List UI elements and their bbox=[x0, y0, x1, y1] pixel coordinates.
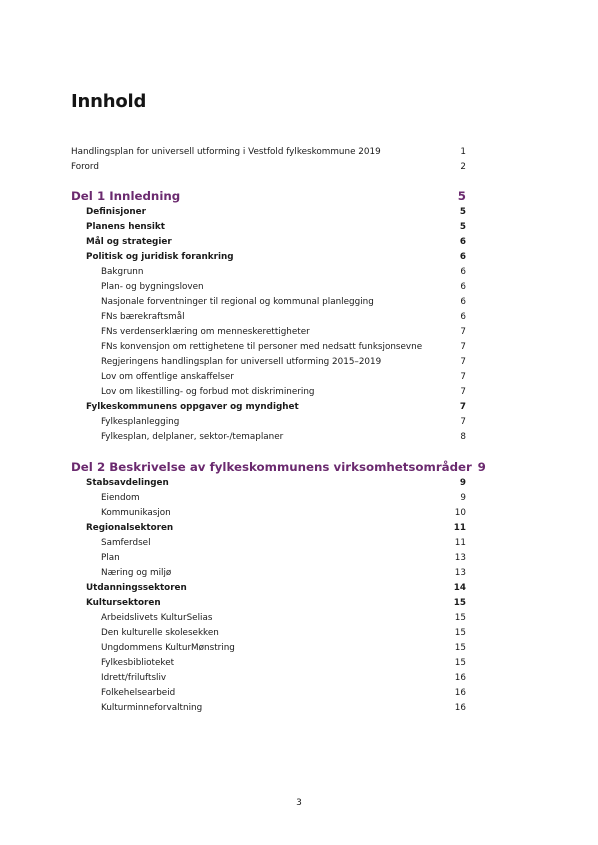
toc-entry-label: Idrett/friluftsliv bbox=[101, 673, 167, 683]
toc-entry[interactable] bbox=[101, 537, 466, 549]
toc-entry[interactable] bbox=[101, 341, 466, 353]
toc-entry-page: 7 bbox=[460, 327, 466, 337]
toc-entry[interactable] bbox=[101, 386, 466, 398]
toc-entry[interactable] bbox=[86, 477, 466, 489]
toc-entry-page: 15 bbox=[453, 598, 466, 608]
toc-entry-page: 15 bbox=[454, 643, 466, 653]
toc-entry[interactable] bbox=[101, 627, 466, 639]
toc-entry-label: FNs konvensjon om rettighetene til personer med nedsatt funksjonsevne bbox=[101, 342, 423, 352]
toc-entry-label: Mål og strategier bbox=[86, 237, 172, 247]
toc-entry-label: Fylkeskommunens oppgaver og myndighet bbox=[86, 402, 299, 412]
toc-entry[interactable] bbox=[101, 642, 466, 654]
toc-entry-page: 7 bbox=[460, 372, 466, 382]
toc-entry-label: Kommunikasjon bbox=[101, 508, 171, 518]
toc-entry-label: Plan bbox=[101, 553, 120, 563]
toc-entry-page: 8 bbox=[460, 432, 466, 442]
page-number: 3 bbox=[296, 798, 302, 808]
toc-entry-page: 9 bbox=[459, 478, 466, 488]
toc-entry-label: Regjeringens handlingsplan for universell utforming 2015–2019 bbox=[101, 357, 382, 367]
toc-entry[interactable] bbox=[101, 326, 466, 338]
toc-entry[interactable] bbox=[101, 567, 466, 579]
toc-entry[interactable] bbox=[86, 251, 466, 263]
toc-entry-label: Næring og miljø bbox=[101, 568, 172, 578]
toc-entry-page: 11 bbox=[454, 538, 466, 548]
toc-entry[interactable] bbox=[101, 311, 466, 323]
toc-part-heading[interactable] bbox=[71, 188, 466, 204]
toc-entry-label: Lov om likestilling- og forbud mot diskriminering bbox=[101, 387, 315, 397]
toc-entry-page: 11 bbox=[453, 523, 466, 533]
toc-entry-page: 16 bbox=[454, 673, 466, 683]
toc-entry-page: 15 bbox=[454, 613, 466, 623]
toc-entry[interactable] bbox=[101, 296, 466, 308]
toc-entry-label: Fylkesplan, delplaner, sektor-/temaplaner bbox=[101, 432, 284, 442]
toc-entry-page: 16 bbox=[454, 703, 466, 713]
toc-entry-label: Definisjoner bbox=[86, 207, 146, 217]
toc-entry-label: Regionalsektoren bbox=[86, 523, 174, 533]
toc-entry-label: Kultursektoren bbox=[86, 598, 161, 608]
toc-entry[interactable] bbox=[86, 597, 466, 609]
toc-entry-label: Kulturminneforvaltning bbox=[101, 703, 203, 713]
toc-entry-page: 7 bbox=[459, 402, 466, 412]
toc-entry-page: 2 bbox=[460, 162, 466, 172]
toc-entry[interactable] bbox=[71, 161, 466, 173]
toc-entry-page: 5 bbox=[459, 207, 466, 217]
toc-entry-page: 9 bbox=[460, 493, 466, 503]
toc-entry[interactable] bbox=[101, 672, 466, 684]
toc-entry-page: 15 bbox=[454, 658, 466, 668]
toc-entry-label: Forord bbox=[71, 162, 99, 172]
toc-entry-page: 6 bbox=[459, 237, 466, 247]
toc-entry-page: 6 bbox=[460, 312, 466, 322]
toc-entry-page: 6 bbox=[459, 252, 466, 262]
toc-entry-label: Eiendom bbox=[101, 493, 140, 503]
toc-entry-label: Folkehelsearbeid bbox=[101, 688, 176, 698]
toc-entry-page: 16 bbox=[454, 688, 466, 698]
toc-entry-label: Arbeidslivets KulturSelias bbox=[101, 613, 213, 623]
toc-entry-label: Ungdommens KulturMønstring bbox=[101, 643, 235, 653]
toc-entry[interactable] bbox=[101, 552, 466, 564]
toc-entry-label: Den kulturelle skolesekken bbox=[101, 628, 219, 638]
toc-entry-page: 6 bbox=[460, 297, 466, 307]
toc-part-heading[interactable] bbox=[71, 459, 486, 475]
toc-entry[interactable] bbox=[86, 522, 466, 534]
toc-entry-label: Bakgrunn bbox=[101, 267, 144, 277]
toc-entry-page: 7 bbox=[460, 357, 466, 367]
toc-entry-page: 9 bbox=[477, 460, 486, 474]
toc-entry-page: 13 bbox=[454, 553, 466, 563]
toc-entry-label: FNs verdenserklæring om menneskerettigheter bbox=[101, 327, 310, 337]
toc-entry[interactable] bbox=[101, 356, 466, 368]
toc-entry[interactable] bbox=[101, 657, 466, 669]
toc-entry-label: Nasjonale forventninger til regional og kommunal planlegging bbox=[101, 297, 374, 307]
page-title: Innhold bbox=[71, 91, 147, 112]
toc-entry-label: Lov om offentlige anskaffelser bbox=[101, 372, 234, 382]
toc-entry[interactable] bbox=[101, 371, 466, 383]
toc-entry[interactable] bbox=[86, 236, 466, 248]
toc-entry-page: 6 bbox=[460, 267, 466, 277]
toc-entry-label: Politisk og juridisk forankring bbox=[86, 252, 234, 262]
toc-entry-page: 10 bbox=[454, 508, 466, 518]
toc-entry[interactable] bbox=[101, 492, 466, 504]
toc-entry[interactable] bbox=[101, 687, 466, 699]
toc-entry-label: Plan- og bygningsloven bbox=[101, 282, 204, 292]
toc-entry-page: 5 bbox=[459, 222, 466, 232]
toc-entry-label: Del 1 Innledning bbox=[71, 189, 181, 203]
toc-entry[interactable] bbox=[101, 612, 466, 624]
toc-entry-label: Fylkesplanlegging bbox=[101, 417, 180, 427]
toc-entry-label: Fylkesbiblioteket bbox=[101, 658, 175, 668]
toc-entry-page: 5 bbox=[457, 189, 466, 203]
toc-entry-page: 13 bbox=[454, 568, 466, 578]
toc-entry[interactable] bbox=[101, 702, 466, 714]
toc-entry-page: 1 bbox=[460, 147, 466, 157]
toc-entry-label: Del 2 Beskrivelse av fylkeskommunens virksomhetsområder bbox=[71, 460, 472, 474]
toc-entry-label: Planens hensikt bbox=[86, 222, 165, 232]
toc-entry-label: Handlingsplan for universell utforming i Vestfold fylkeskommune 2019 bbox=[71, 147, 381, 157]
toc-entry[interactable] bbox=[71, 146, 466, 158]
toc-entry-label: Utdanningssektoren bbox=[86, 583, 187, 593]
toc-entry-page: 7 bbox=[460, 387, 466, 397]
toc-entry[interactable] bbox=[101, 507, 466, 519]
toc-entry-page: 7 bbox=[460, 417, 466, 427]
toc-entry-page: 7 bbox=[460, 342, 466, 352]
toc-entry-label: Samferdsel bbox=[101, 538, 151, 548]
toc-entry[interactable] bbox=[101, 281, 466, 293]
toc-entry-label: FNs bærekraftsmål bbox=[101, 312, 185, 322]
toc-entry[interactable] bbox=[86, 401, 466, 413]
toc-entry[interactable] bbox=[86, 582, 466, 594]
toc-entry[interactable] bbox=[101, 266, 466, 278]
toc-entry-page: 6 bbox=[460, 282, 466, 292]
toc-entry[interactable] bbox=[101, 431, 466, 443]
toc-entry[interactable] bbox=[86, 206, 466, 218]
toc-entry-label: Stabsavdelingen bbox=[86, 478, 169, 488]
toc-entry[interactable] bbox=[101, 416, 466, 428]
toc-entry-page: 14 bbox=[453, 583, 466, 593]
toc-entry[interactable] bbox=[86, 221, 466, 233]
toc-entry-page: 15 bbox=[454, 628, 466, 638]
